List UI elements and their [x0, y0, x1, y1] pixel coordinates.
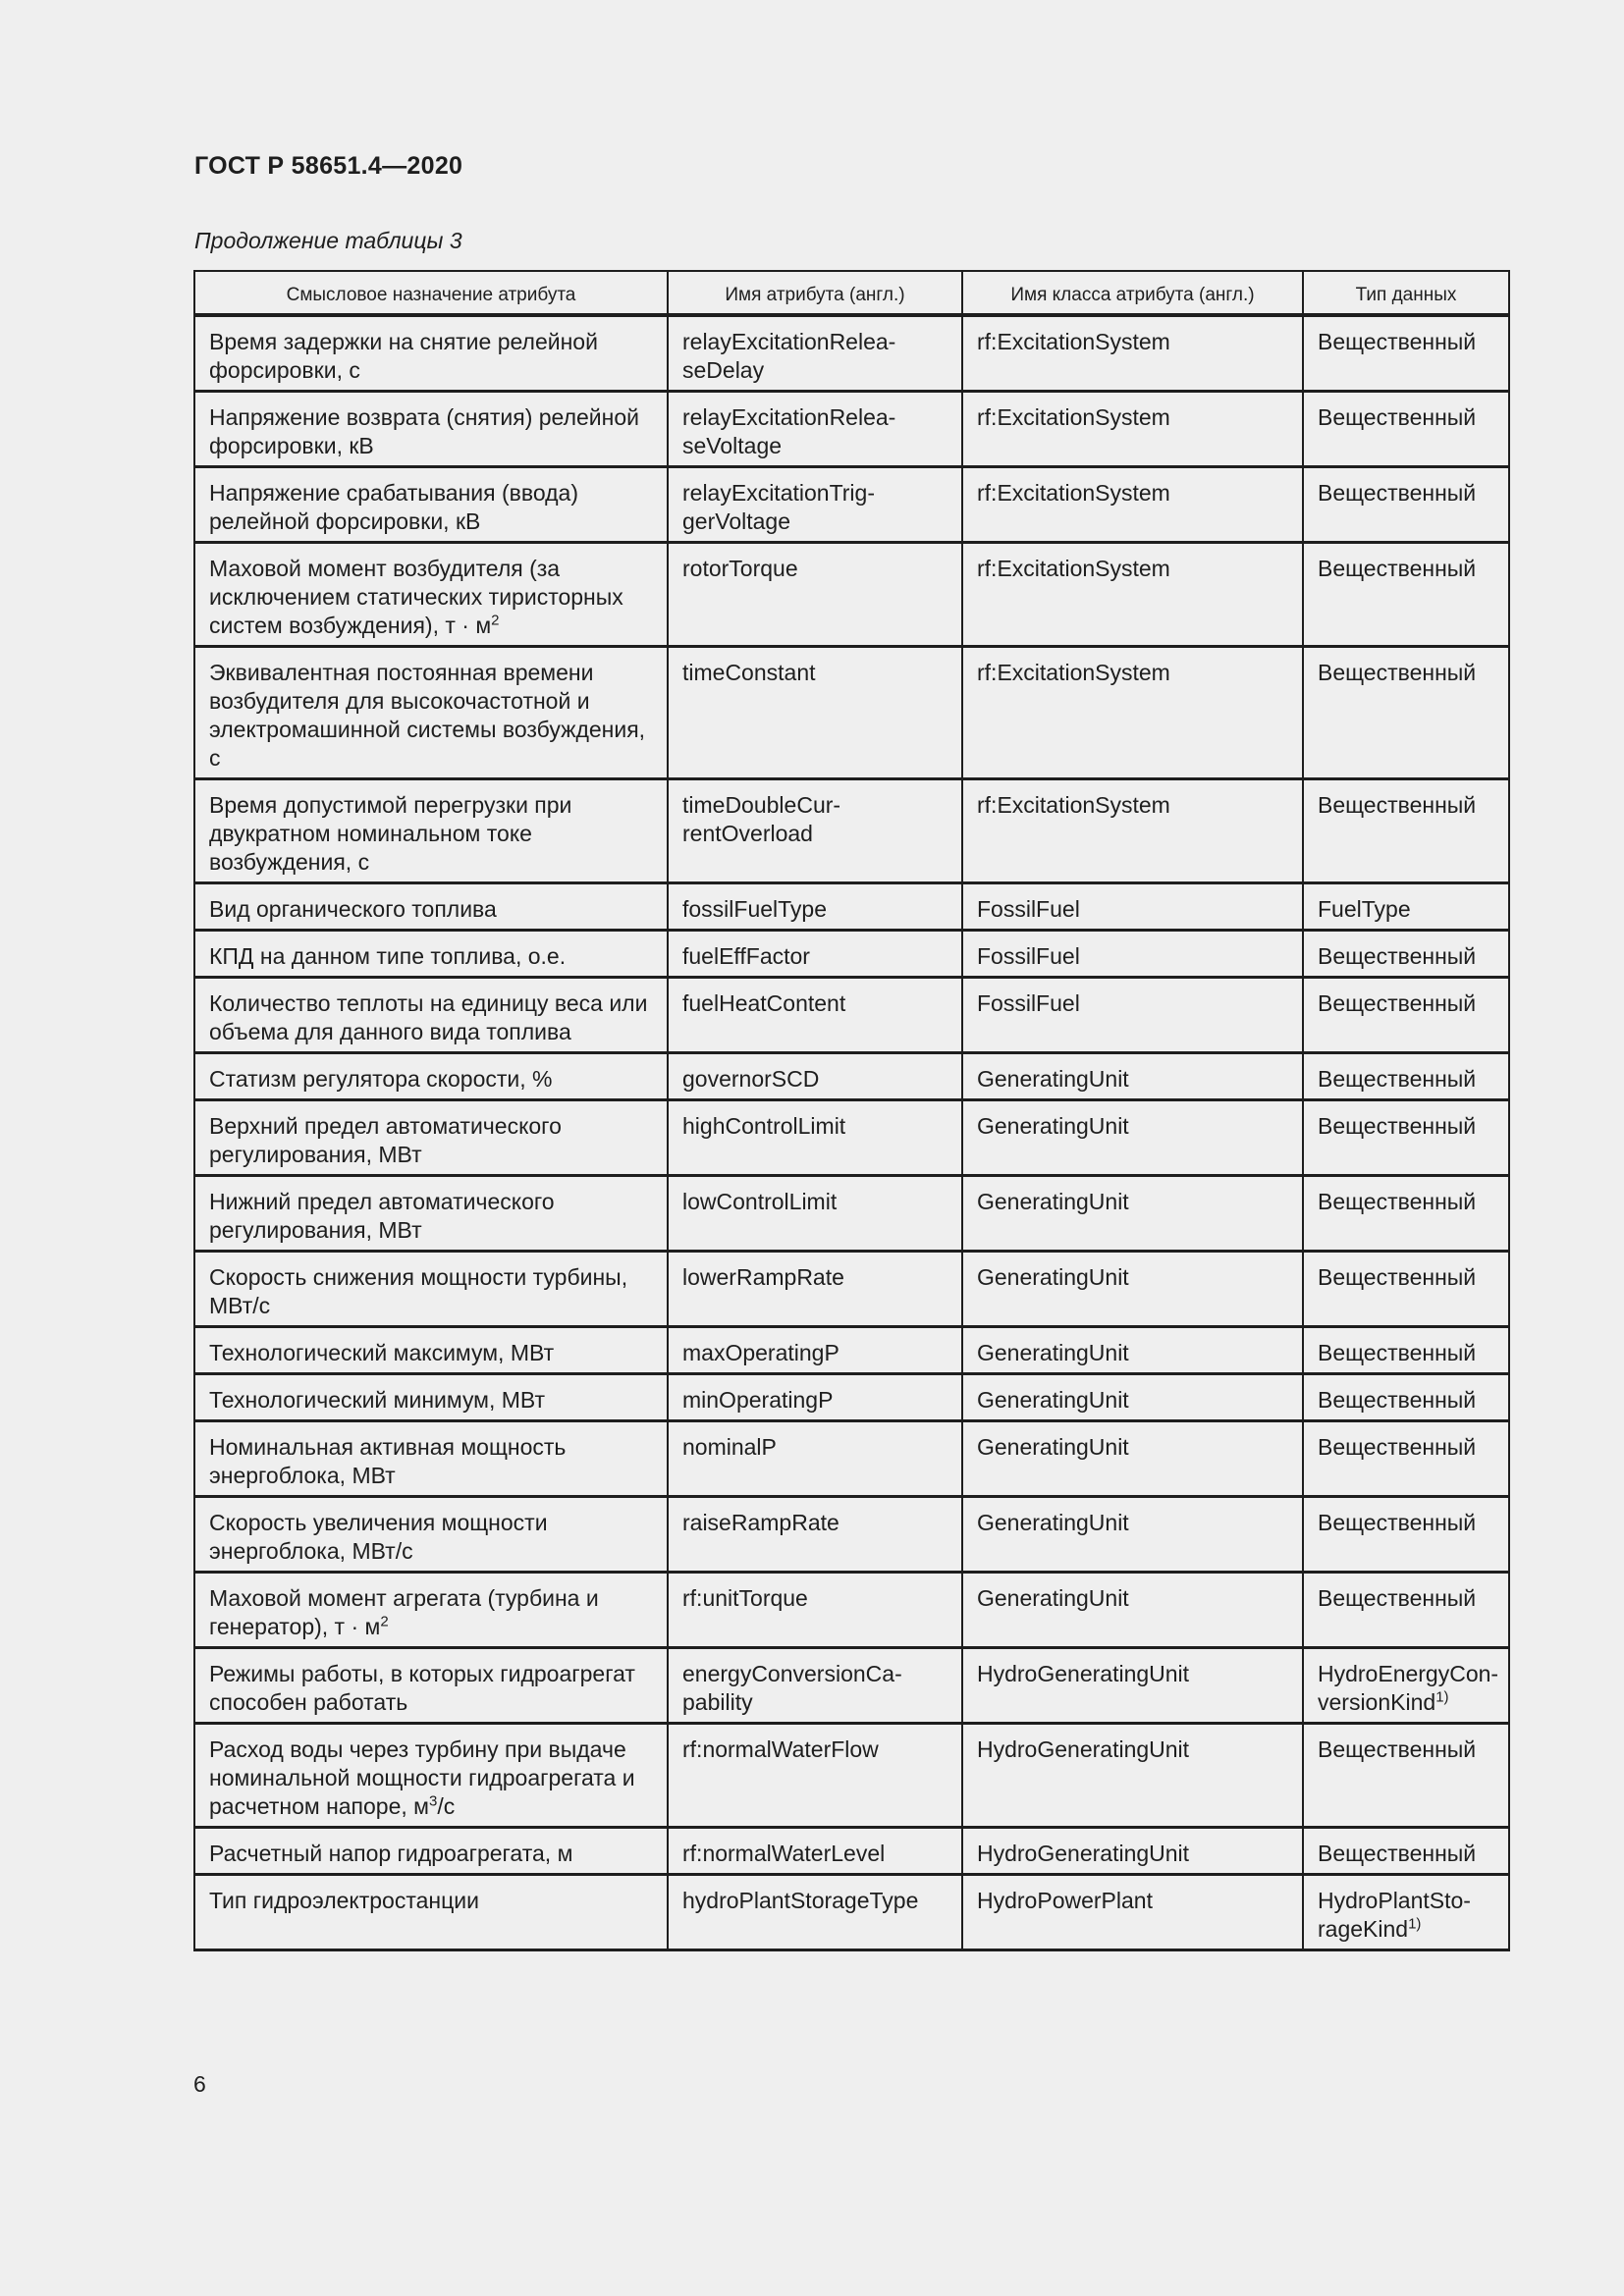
table-row: [194, 931, 1509, 978]
meaning-text: Напряжение возврата (снятия) релейной форсировки, кВ: [209, 404, 639, 458]
cell-data-type: [1303, 1828, 1509, 1875]
table-row: [194, 392, 1509, 467]
cell-attribute-name: [668, 1648, 962, 1724]
data-type-line: HydroEnergyCon-: [1318, 1661, 1499, 1686]
attribute-name-line: minOperatingP: [682, 1387, 834, 1413]
data-type-text: FuelType: [1318, 896, 1411, 922]
attribute-name-line: relayExcitationRelea-: [682, 404, 896, 430]
cell-attribute-name: [668, 467, 962, 543]
table-row: [194, 647, 1509, 779]
class-name-text: HydroGeneratingUnit: [977, 1736, 1190, 1762]
cell-attribute-name: [668, 883, 962, 931]
data-type-text: Вещественный: [1318, 556, 1477, 581]
cell-meaning: [194, 779, 668, 883]
attribute-name-line: fossilFuelType: [682, 896, 828, 922]
meaning-text: Время задержки на снятие релейной форсировки, с: [209, 329, 598, 383]
cell-data-type: [1303, 1573, 1509, 1648]
table-row: [194, 1053, 1509, 1100]
cell-class-name: [962, 779, 1303, 883]
meaning-text: Технологический максимум, МВт: [209, 1340, 555, 1365]
cell-meaning: [194, 1875, 668, 1950]
cell-class-name: [962, 1374, 1303, 1421]
cell-attribute-name: [668, 1176, 962, 1252]
cell-class-name: [962, 1421, 1303, 1497]
attribute-name-line: gerVoltage: [682, 508, 790, 534]
table-row: [194, 1828, 1509, 1875]
class-name-text: rf:ExcitationSystem: [977, 404, 1170, 430]
class-name-text: FossilFuel: [977, 896, 1080, 922]
cell-meaning: [194, 1421, 668, 1497]
column-header-data-type: Тип данных: [1303, 271, 1509, 315]
attribute-name-line: rentOverload: [682, 821, 813, 846]
cell-attribute-name: [668, 1374, 962, 1421]
data-type-text: Вещественный: [1318, 1189, 1477, 1214]
cell-class-name: [962, 931, 1303, 978]
cell-attribute-name: [668, 1053, 962, 1100]
cell-class-name: [962, 1497, 1303, 1573]
cell-meaning: [194, 467, 668, 543]
cell-attribute-name: [668, 1828, 962, 1875]
data-type-text: Вещественный: [1318, 1736, 1477, 1762]
cell-class-name: [962, 978, 1303, 1053]
cell-meaning: [194, 1100, 668, 1176]
table-row: [194, 1724, 1509, 1828]
superscript: 2: [491, 612, 500, 629]
cell-meaning: [194, 1648, 668, 1724]
cell-meaning: [194, 1724, 668, 1828]
meaning-text: Номинальная активная мощность энергоблока, МВт: [209, 1434, 567, 1488]
attribute-name-line: highControlLimit: [682, 1113, 846, 1139]
data-type-text: Вещественный: [1318, 990, 1477, 1016]
cell-meaning: [194, 1497, 668, 1573]
attribute-name-line: rf:normalWaterFlow: [682, 1736, 879, 1762]
class-name-text: rf:ExcitationSystem: [977, 556, 1170, 581]
attribute-name-line: maxOperatingP: [682, 1340, 839, 1365]
cell-meaning: [194, 931, 668, 978]
meaning-text: Вид органического топлива: [209, 896, 497, 922]
cell-meaning: [194, 1176, 668, 1252]
data-type-text: Вещественный: [1318, 480, 1477, 506]
cell-class-name: [962, 467, 1303, 543]
data-type-text: Вещественный: [1318, 1510, 1477, 1535]
attribute-name-line: seVoltage: [682, 433, 783, 458]
superscript: 1): [1408, 1915, 1422, 1933]
meaning-text: КПД на данном типе топлива, о.е.: [209, 943, 567, 969]
meaning-text: Маховой момент возбудителя (за исключением статических тиристорных систем возбуждения), т · м: [209, 556, 623, 638]
data-type-text: Вещественный: [1318, 1113, 1477, 1139]
data-type-text: Вещественный: [1318, 1434, 1477, 1460]
cell-meaning: [194, 1053, 668, 1100]
class-name-text: GeneratingUnit: [977, 1189, 1129, 1214]
data-type-text: Вещественный: [1318, 1585, 1477, 1611]
cell-meaning: [194, 1828, 668, 1875]
cell-meaning: [194, 1252, 668, 1327]
attribute-name-line: energyConversionCa-: [682, 1661, 902, 1686]
attribute-name-line: timeConstant: [682, 660, 816, 685]
meaning-text: Расчетный напор гидроагрегата, м: [209, 1841, 573, 1866]
data-type-text: Вещественный: [1318, 329, 1477, 354]
table-row: [194, 1374, 1509, 1421]
page-number: 6: [193, 2071, 206, 2097]
attribute-name-line: relayExcitationRelea-: [682, 329, 896, 354]
table-row: [194, 467, 1509, 543]
meaning-text: Верхний предел автоматического регулирования, МВт: [209, 1113, 562, 1167]
table-caption: Продолжение таблицы 3: [194, 228, 462, 253]
cell-class-name: [962, 1875, 1303, 1950]
meaning-text: Скорость увеличения мощности энергоблока, МВт/с: [209, 1510, 548, 1564]
cell-meaning: [194, 883, 668, 931]
attribute-name-line: lowControlLimit: [682, 1189, 838, 1214]
data-type-text: Вещественный: [1318, 1264, 1477, 1290]
cell-attribute-name: [668, 1573, 962, 1648]
class-name-text: FossilFuel: [977, 990, 1080, 1016]
cell-attribute-name: [668, 392, 962, 467]
meaning-text: Эквивалентная постоянная времени возбудителя для высокочастотной и электромашинной системы возбуждения, с: [209, 660, 646, 771]
table-row: [194, 1100, 1509, 1176]
class-name-text: GeneratingUnit: [977, 1434, 1129, 1460]
table-row: [194, 1573, 1509, 1648]
data-type-text: Вещественный: [1318, 1387, 1477, 1413]
cell-attribute-name: [668, 1252, 962, 1327]
cell-data-type: [1303, 1053, 1509, 1100]
cell-data-type: [1303, 1875, 1509, 1950]
class-name-text: HydroPowerPlant: [977, 1888, 1153, 1913]
attribute-name-line: nominalP: [682, 1434, 777, 1460]
attribute-name-line: rf:unitTorque: [682, 1585, 808, 1611]
meaning-text: Время допустимой перегрузки при двукратном номинальном токе возбуждения, с: [209, 792, 572, 875]
table-row: [194, 1327, 1509, 1374]
cell-data-type: [1303, 1421, 1509, 1497]
cell-data-type: [1303, 931, 1509, 978]
cell-attribute-name: [668, 779, 962, 883]
table-row: [194, 1648, 1509, 1724]
cell-class-name: [962, 315, 1303, 392]
cell-data-type: [1303, 1724, 1509, 1828]
cell-class-name: [962, 1828, 1303, 1875]
data-type-text: Вещественный: [1318, 1066, 1477, 1092]
cell-attribute-name: [668, 1875, 962, 1950]
class-name-text: GeneratingUnit: [977, 1340, 1129, 1365]
meaning-text: Количество теплоты на единицу веса или объема для данного вида топлива: [209, 990, 648, 1044]
cell-attribute-name: [668, 931, 962, 978]
attribute-name-line: timeDoubleCur-: [682, 792, 841, 818]
cell-data-type: [1303, 467, 1509, 543]
cell-data-type: [1303, 883, 1509, 931]
class-name-text: GeneratingUnit: [977, 1387, 1129, 1413]
cell-meaning: [194, 315, 668, 392]
class-name-text: rf:ExcitationSystem: [977, 660, 1170, 685]
data-type-text: Вещественный: [1318, 1841, 1477, 1866]
cell-class-name: [962, 1100, 1303, 1176]
attribute-name-line: governorSCD: [682, 1066, 820, 1092]
cell-meaning: [194, 647, 668, 779]
data-type-text: Вещественный: [1318, 660, 1477, 685]
cell-class-name: [962, 1176, 1303, 1252]
attribute-name-line: raiseRampRate: [682, 1510, 839, 1535]
attribute-name-line: seDelay: [682, 357, 765, 383]
data-type-text: versionKind: [1318, 1689, 1436, 1715]
class-name-text: rf:ExcitationSystem: [977, 792, 1170, 818]
cell-data-type: [1303, 1176, 1509, 1252]
table-row: [194, 1497, 1509, 1573]
cell-class-name: [962, 392, 1303, 467]
cell-data-type: [1303, 543, 1509, 647]
cell-data-type: [1303, 315, 1509, 392]
superscript: 3: [428, 1792, 438, 1810]
table-row: [194, 978, 1509, 1053]
attribute-name-line: hydroPlantStorageType: [682, 1888, 919, 1913]
attribute-name-line: fuelHeatContent: [682, 990, 846, 1016]
column-header-class-name: Имя класса атрибута (англ.): [962, 271, 1303, 315]
column-header-attribute-name: Имя атрибута (англ.): [668, 271, 962, 315]
cell-class-name: [962, 543, 1303, 647]
class-name-text: rf:ExcitationSystem: [977, 480, 1170, 506]
cell-attribute-name: [668, 647, 962, 779]
meaning-text: Тип гидроэлектростанции: [209, 1888, 479, 1913]
data-type-text: Вещественный: [1318, 943, 1477, 969]
cell-meaning: [194, 978, 668, 1053]
table-row: [194, 543, 1509, 647]
class-name-text: FossilFuel: [977, 943, 1080, 969]
cell-class-name: [962, 1724, 1303, 1828]
cell-attribute-name: [668, 1421, 962, 1497]
data-type-text: Вещественный: [1318, 404, 1477, 430]
table-row: [194, 1421, 1509, 1497]
cell-data-type: [1303, 978, 1509, 1053]
table-row: [194, 1176, 1509, 1252]
table-row: [194, 779, 1509, 883]
meaning-text: Технологический минимум, МВт: [209, 1387, 546, 1413]
data-type-text: Вещественный: [1318, 1340, 1477, 1365]
cell-data-type: [1303, 1252, 1509, 1327]
cell-meaning: [194, 1327, 668, 1374]
cell-data-type: [1303, 1327, 1509, 1374]
attribute-name-line: lowerRampRate: [682, 1264, 844, 1290]
cell-attribute-name: [668, 1497, 962, 1573]
cell-data-type: [1303, 1497, 1509, 1573]
superscript: 1): [1435, 1688, 1449, 1706]
data-type-text: Вещественный: [1318, 792, 1477, 818]
class-name-text: GeneratingUnit: [977, 1066, 1129, 1092]
cell-meaning: [194, 1573, 668, 1648]
attribute-name-line: relayExcitationTrig-: [682, 480, 875, 506]
cell-meaning: [194, 543, 668, 647]
attributes-table: [193, 270, 1510, 1951]
cell-class-name: [962, 1053, 1303, 1100]
cell-class-name: [962, 1327, 1303, 1374]
cell-class-name: [962, 1648, 1303, 1724]
attribute-name-line: fuelEffFactor: [682, 943, 810, 969]
cell-attribute-name: [668, 1327, 962, 1374]
class-name-text: HydroGeneratingUnit: [977, 1841, 1190, 1866]
cell-data-type: [1303, 779, 1509, 883]
cell-data-type: [1303, 647, 1509, 779]
table-body: [194, 315, 1509, 1950]
meaning-text: Режимы работы, в которых гидроагрегат способен работать: [209, 1661, 635, 1715]
meaning-text: Скорость снижения мощности турбины, МВт/с: [209, 1264, 628, 1318]
cell-class-name: [962, 647, 1303, 779]
attribute-name-line: rf:normalWaterLevel: [682, 1841, 886, 1866]
table-row: [194, 1875, 1509, 1950]
cell-data-type: [1303, 392, 1509, 467]
cell-meaning: [194, 1374, 668, 1421]
data-type-text: rageKind: [1318, 1916, 1409, 1942]
cell-data-type: [1303, 1648, 1509, 1724]
cell-data-type: [1303, 1374, 1509, 1421]
meaning-tail-text: /с: [437, 1793, 456, 1819]
attribute-name-line: rotorTorque: [682, 556, 798, 581]
cell-class-name: [962, 883, 1303, 931]
class-name-text: GeneratingUnit: [977, 1585, 1129, 1611]
meaning-text: Нижний предел автоматического регулирования, МВт: [209, 1189, 555, 1243]
class-name-text: rf:ExcitationSystem: [977, 329, 1170, 354]
document-title: ГОСТ Р 58651.4—2020: [194, 152, 463, 180]
table-header-row: [194, 271, 1509, 315]
attribute-name-line: pability: [682, 1689, 753, 1715]
cell-attribute-name: [668, 315, 962, 392]
cell-attribute-name: [668, 1724, 962, 1828]
cell-class-name: [962, 1573, 1303, 1648]
cell-attribute-name: [668, 978, 962, 1053]
cell-attribute-name: [668, 1100, 962, 1176]
class-name-text: GeneratingUnit: [977, 1113, 1129, 1139]
meaning-text: Статизм регулятора скорости, %: [209, 1066, 553, 1092]
meaning-text: Напряжение срабатывания (ввода) релейной форсировки, кВ: [209, 480, 578, 534]
cell-class-name: [962, 1252, 1303, 1327]
meaning-text: Маховой момент агрегата (турбина и генератор), т · м: [209, 1585, 599, 1639]
table-row: [194, 883, 1509, 931]
class-name-text: GeneratingUnit: [977, 1264, 1129, 1290]
cell-data-type: [1303, 1100, 1509, 1176]
table-row: [194, 1252, 1509, 1327]
data-type-line: HydroPlantSto-: [1318, 1888, 1471, 1913]
class-name-text: GeneratingUnit: [977, 1510, 1129, 1535]
cell-meaning: [194, 392, 668, 467]
superscript: 2: [380, 1613, 389, 1630]
table-row: [194, 315, 1509, 392]
class-name-text: HydroGeneratingUnit: [977, 1661, 1190, 1686]
meaning-text: Расход воды через турбину при выдаче номинальной мощности гидроагрегата и расчетном напоре, м: [209, 1736, 635, 1819]
cell-attribute-name: [668, 543, 962, 647]
column-header-meaning: Смысловое назначение атрибута: [194, 271, 668, 315]
